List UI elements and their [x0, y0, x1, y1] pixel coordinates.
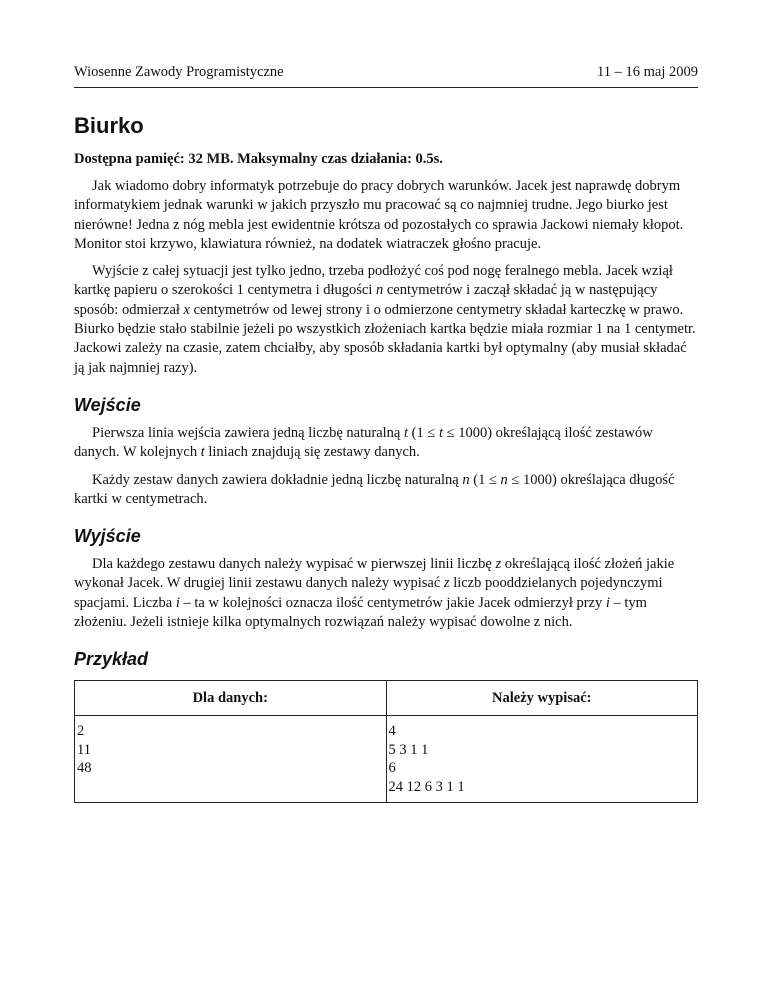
header-divider — [74, 87, 698, 88]
story-paragraph — [74, 262, 698, 378]
input-line: 48 — [77, 760, 92, 777]
text-span: ≤ 1000) określającą ilość zestawów danych. W kolejnych — [74, 424, 653, 461]
var-i: i — [605, 594, 610, 611]
text-span: centymetrów od lewej strony i o odmierzone centymetry składał karteczkę w prawo. Biurko będzie stało stabilnie jeżeli po wszystkich złożeniach kartka będzie miała rozmiar 1 na 1 centymetr. Jackowi zależy na czasie, zatem chciałby, aby sposób składania kartki był optymalny (aby musiał składać ją jak najmniej razy). — [74, 301, 696, 376]
page-header — [74, 64, 698, 86]
input-paragraph-1 — [74, 424, 698, 463]
var-n: n — [462, 471, 470, 488]
text-span: (1 ≤ — [408, 424, 439, 441]
output-line: 6 — [388, 760, 396, 777]
text-span: (1 ≤ — [469, 471, 501, 488]
output-line: 4 — [388, 723, 396, 740]
example-output-cell — [386, 716, 698, 803]
var-n: n — [375, 282, 384, 299]
output-line: 5 3 1 1 — [388, 741, 429, 758]
intro-paragraph: Jak wiadomo dobry informatyk potrzebuje do pracy dobrych warunków. Jacek jest naprawdę dobrym informatykiem jednak warunki w jakich przyszło mu pracować są co najmniej trudne. Jego biurko jest nierówne! Jedna z nóg mebla jest ewidentnie krótsza od pozostałych co sprawia Jackowi niemały kłopot. Monitor stoi krzywo, klawiatura również, na dodatek wiatraczek głośno pracuje. — [74, 178, 684, 252]
text-span: określającą ilość złożeń jakie wykonał Jacek. W drugiej linii zestawu danych należy wypisać — [74, 556, 675, 592]
text-span: centymetrów i zaczął składać ją w następujący sposób: odmierzał — [74, 282, 658, 318]
input-heading: Wejście — [74, 394, 141, 415]
text-span: – tym złożeniu. Jeżeli istnieje kilka optymalnych rozwiązań należy wypisać dowolne z nich. — [74, 594, 647, 631]
text-span: Każdy zestaw danych zawiera dokładnie jedną liczbę naturalną — [92, 471, 463, 488]
problem-title: Biurko — [74, 113, 144, 138]
var-x: x — [183, 301, 190, 318]
var-t: t — [404, 424, 409, 441]
var-t: t — [438, 424, 443, 441]
problem-content — [74, 112, 698, 803]
example-data-row — [75, 716, 698, 803]
output-paragraph — [74, 555, 698, 632]
input-paragraph-2 — [74, 471, 698, 510]
text-span: liniach znajdują się zestawy danych. — [204, 444, 420, 461]
text-span: Dla każdego zestawu danych należy wypisać w pierwszej linii liczbę — [92, 556, 496, 573]
var-n: n — [500, 471, 508, 488]
input-column-header: Dla danych: — [75, 681, 387, 716]
var-z: z — [443, 575, 450, 592]
text-span: liczb pooddzielanych pojedynczymi spacjami. Liczba — [74, 575, 663, 611]
example-table — [74, 680, 698, 803]
output-line: 24 12 6 3 1 1 — [388, 778, 465, 795]
contest-dates: 11 – 16 maj 2009 — [597, 64, 698, 80]
text-span: Pierwsza linia wejścia zawiera jedną liczbę naturalną — [92, 424, 404, 441]
contest-name: Wiosenne Zawody Programistyczne — [74, 64, 284, 80]
text-span: ≤ 1000) określająca długość kartki w centymetrach. — [74, 471, 675, 507]
limits-line: Dostępna pamięć: 32 MB. Maksymalny czas działania: 0.5s. — [74, 151, 443, 167]
example-heading: Przykład — [74, 649, 149, 670]
output-column-header: Należy wypisać: — [386, 681, 698, 716]
var-t: t — [200, 444, 205, 461]
var-i: i — [175, 594, 180, 611]
var-z: z — [495, 556, 502, 573]
text-span: – ta w kolejności oznacza ilość centymetrów jakie Jacek odmierzył przy — [179, 594, 606, 611]
output-heading: Wyjście — [74, 526, 141, 547]
input-line: 2 — [77, 723, 85, 740]
example-input-cell — [75, 716, 387, 803]
example-header-row — [75, 681, 698, 716]
text-span: Wyjście z całej sytuacji jest tylko jedno, trzeba podłożyć coś pod nogę feralnego mebla. Jacek wziął kartkę papieru o szerokości 1 centymetra i długości — [74, 263, 673, 299]
input-line: 11 — [77, 741, 91, 758]
